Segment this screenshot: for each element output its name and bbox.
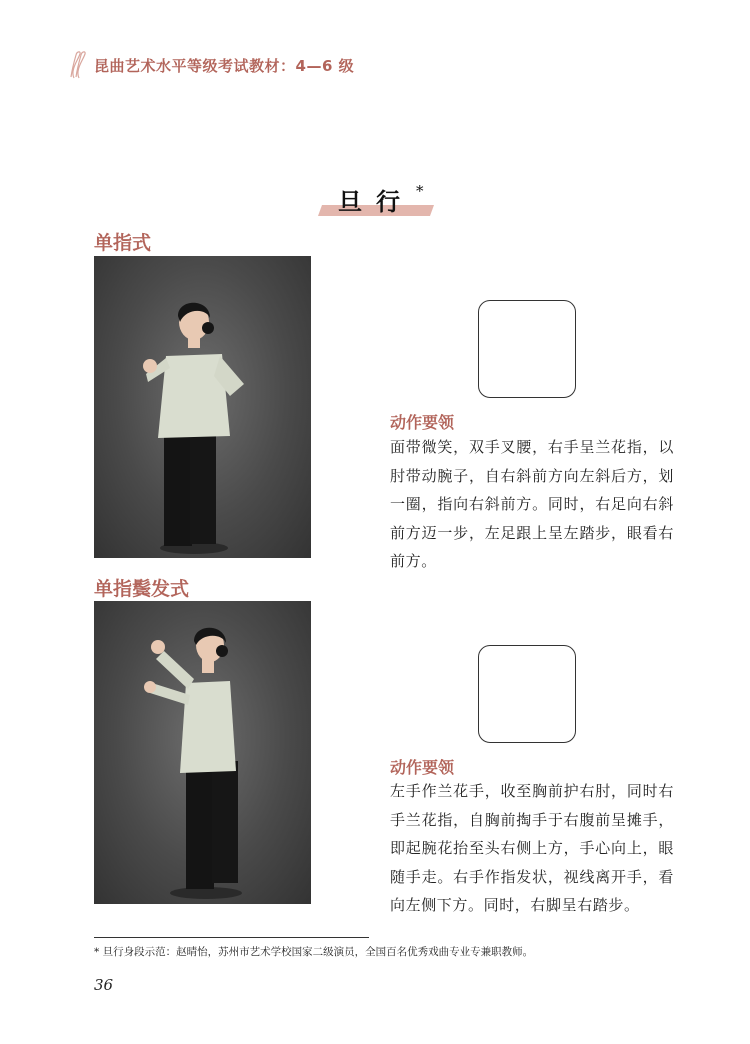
- page-title: [320, 182, 436, 222]
- section-heading-1: 单指式: [94, 232, 152, 254]
- footnote-divider: [94, 937, 369, 938]
- footnote: * 旦行身段示范：赵晴怡，苏州市艺术学校国家二级演员，全国百名优秀戏曲专业专兼职教师。: [94, 946, 534, 958]
- dancer-figure-illustration: [94, 256, 311, 558]
- key-points-heading-2: 动作要领: [390, 758, 455, 777]
- treble-clef-logo-icon: [66, 50, 88, 80]
- page-number: 36: [94, 976, 114, 994]
- image-placeholder-box-1: [478, 300, 576, 398]
- dancer-photo-1: [94, 256, 311, 558]
- title-text: 旦行: [338, 187, 414, 216]
- section-heading-2: 单指鬓发式: [94, 578, 190, 600]
- header-title: 昆曲艺术水平等级考试教材：4—6 级: [94, 56, 355, 75]
- key-points-text-2: 左手作兰花手，收至胸前护右肘，同时右手兰花指，自胸前掏手于右腹前呈摊手，即起腕花抬至头右侧上方，手心向上，眼随手走。右手作指发状，视线离开手，看向左侧下方。同时，右脚呈右踏步。: [390, 782, 674, 914]
- image-placeholder-box-2: [478, 645, 576, 743]
- key-points-heading-1: 动作要领: [390, 413, 455, 432]
- title-footnote-mark: *: [416, 182, 424, 200]
- key-points-text-1: 面带微笑，双手叉腰，右手呈兰花指，以肘带动腕子，自右斜前方向左斜后方，划一圈，指向右斜前方。同时，右足向右斜前方迈一步，左足跟上呈左踏步，眼看右前方。: [390, 438, 674, 570]
- running-header: [66, 50, 354, 80]
- dancer-figure-illustration: [94, 601, 311, 904]
- dancer-photo-2: [94, 601, 311, 904]
